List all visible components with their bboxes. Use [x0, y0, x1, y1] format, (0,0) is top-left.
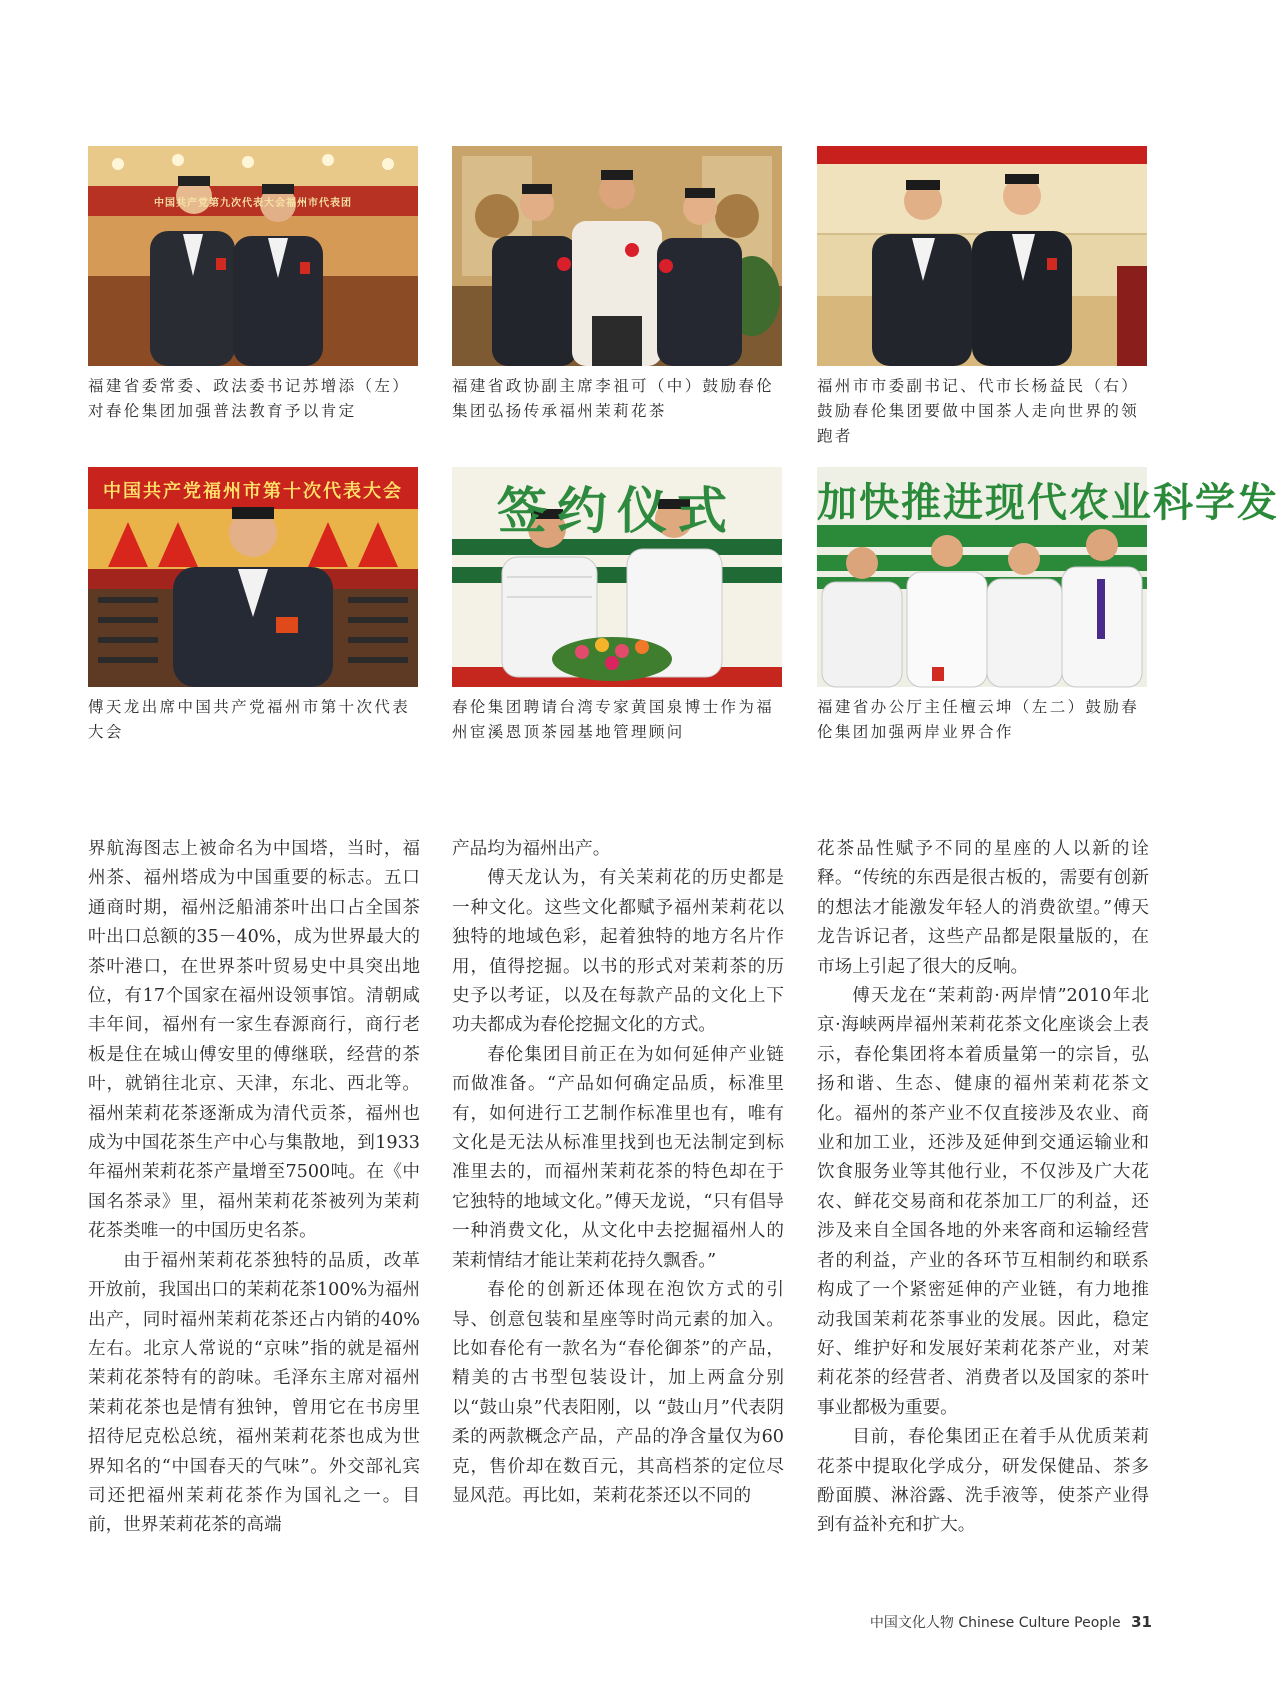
photo-6-caption: 福建省办公厅主任檀云坤（左二）鼓励春伦集团加强两岸业界合作	[817, 698, 1140, 741]
article-column-1	[88, 835, 420, 1541]
paragraph: 傅天龙在“茉莉韵·两岸情”2010年北京·海峡两岸福州茉莉花茶文化座谈会上表示，春伦集团将本着质量第一的宗旨，弘扬和谐、生态、健康的福州茉莉花茶文化。福州的茶产业不仅直接涉及农业、商业和加工业，还涉及延伸到交通运输业和饮食服务业等其他行业，不仅涉及广大花农、鲜花交易商和花茶加工厂的利益，还涉及来自全国各地的外来客商和运输经营者的利益，产业的各环节互相制约和联系构成了一个紧密延伸的产业链，有力地推动我国茉莉花茶事业的发展。因此，稳定好、维护好和发展好茉莉花茶产业，对茉莉花茶的经营者、消费者以及国家的茶叶事业都极为重要。	[817, 986, 1149, 1418]
photo-1	[88, 146, 418, 366]
paragraph: 界航海图志上被命名为中国塔，当时，福州茶、福州塔成为中国重要的标志。五口通商时期，福州泛船浦茶叶出口占全国茶叶出口总额的35－40%，成为世界最大的茶叶港口，在世界茶叶贸易史中具突出地位，有17个国家在福州设领事馆。清朝咸丰年间，福州有一家生春源商行，商行老板是住在城山傅安里的傅继联，经营的茶叶，就销往北京、天津，东北、西北等。福州茉莉花茶逐渐成为清代贡茶，福州也成为中国花茶生产中心与集散地，到1933年福州茉莉花茶产量增至7500吨。在《中国名茶录》里，福州茉莉花茶被列为茉莉花茶类唯一的中国历史名茶。	[88, 839, 420, 1242]
photo-1-caption: 福建省委常委、政法委书记苏增添（左）对春伦集团加强普法教育予以肯定	[88, 377, 411, 420]
paragraph: 春伦集团目前正在为如何延伸产业链而做准备。“产品如何确定品质，标准里有，如何进行工艺制作标准里也有，唯有文化是无法从标准里找到也无法制定到标准里去的，而福州茉莉花茶的特色却在于它独特的地域文化。”傅天龙说，“只有倡导一种消费文化，从文化中去挖掘福州人的茉莉情结才能让茉莉花持久飘香。”	[452, 1044, 784, 1271]
photo-2-caption: 福建省政协副主席李祖可（中）鼓励春伦集团弘扬传承福州茉莉花茶	[452, 377, 775, 420]
photo-1-banner: 中国共产党第九次代表大会福州市代表团	[154, 198, 352, 209]
paragraph: 傅天龙认为，有关茉莉花的历史都是一种文化。这些文化都赋予福州茉莉花以独特的地域色彩，起着独特的地方名片作用，值得挖掘。以书的形式对茉莉茶的历史予以考证，以及在每款产品的文化上下功夫都成为春伦挖掘文化的方式。	[452, 868, 784, 1036]
page-number: 31	[1131, 1613, 1152, 1631]
photo-5	[452, 467, 782, 687]
photo-4-banner: 中国共产党福州市第十次代表大会	[103, 481, 403, 502]
photo-5-caption: 春伦集团聘请台湾专家黄国泉博士作为福州宦溪恩顶茶园基地管理顾问	[452, 698, 775, 741]
photo-4-caption: 傅天龙出席中国共产党福州市第十次代表大会	[88, 698, 411, 741]
photo-2	[452, 146, 782, 366]
page-footer	[870, 1612, 1152, 1632]
paragraph: 春伦的创新还体现在泡饮方式的引导、创意包装和星座等时尚元素的加入。比如春伦有一款名为“春伦御茶”的产品，精美的古书型包装设计，加上两盒分别以“鼓山泉”代表阳刚，以 “鼓山月”代表阴柔的两款概念产品，产品的净含量仅为60克，售价却在数百元，其高档茶的定位尽显风范。再比如，茉莉花茶还以不同的	[452, 1280, 784, 1506]
paragraph: 花茶品性赋予不同的星座的人以新的诠释。“传统的东西是很古板的，需要有创新的想法才能激发年轻人的消费欲望。”傅天龙告诉记者，这些产品都是限量版的，在市场上引起了很大的反响。	[817, 839, 1149, 977]
photo-2-image	[452, 146, 782, 366]
photo-6	[817, 467, 1279, 687]
photo-3-caption: 福州市市委副书记、代市长杨益民（右）鼓励春伦集团要做中国茶人走向世界的领跑者	[817, 377, 1140, 445]
paragraph: 产品均为福州出产。	[452, 839, 611, 859]
publication-name: 中国文化人物 Chinese Culture People	[869, 1615, 1121, 1631]
photo-1-image	[88, 146, 418, 366]
photo-6-banner: 加快推进现代农业科学发	[817, 480, 1279, 526]
article-column-2	[452, 835, 784, 1511]
photo-3	[817, 146, 1147, 366]
article-column-3	[817, 835, 1149, 1541]
paragraph: 目前，春伦集团正在着手从优质茉莉花茶中提取化学成分，研发保健品、茶多酚面膜、淋浴露、洗手液等，使茶产业得到有益补充和扩大。	[817, 1427, 1149, 1536]
photo-4	[88, 467, 418, 687]
photo-5-banner: 签约仪式	[497, 482, 737, 540]
paragraph: 由于福州茉莉花茶独特的品质，改革开放前，我国出口的茉莉花茶100%为福州出产，同时福州茉莉花茶还占内销的40%左右。北京人常说的“京味”指的就是福州茉莉花茶特有的韵味。毛泽东主席对福州茉莉花茶也是情有独钟，曾用它在书房里招待尼克松总统，福州茉莉花茶也成为世界知名的“中国春天的气味”。外交部礼宾司还把福州茉莉花茶作为国礼之一。目前，世界茉莉花茶的高端	[88, 1250, 420, 1536]
photo-3-image	[817, 146, 1147, 366]
